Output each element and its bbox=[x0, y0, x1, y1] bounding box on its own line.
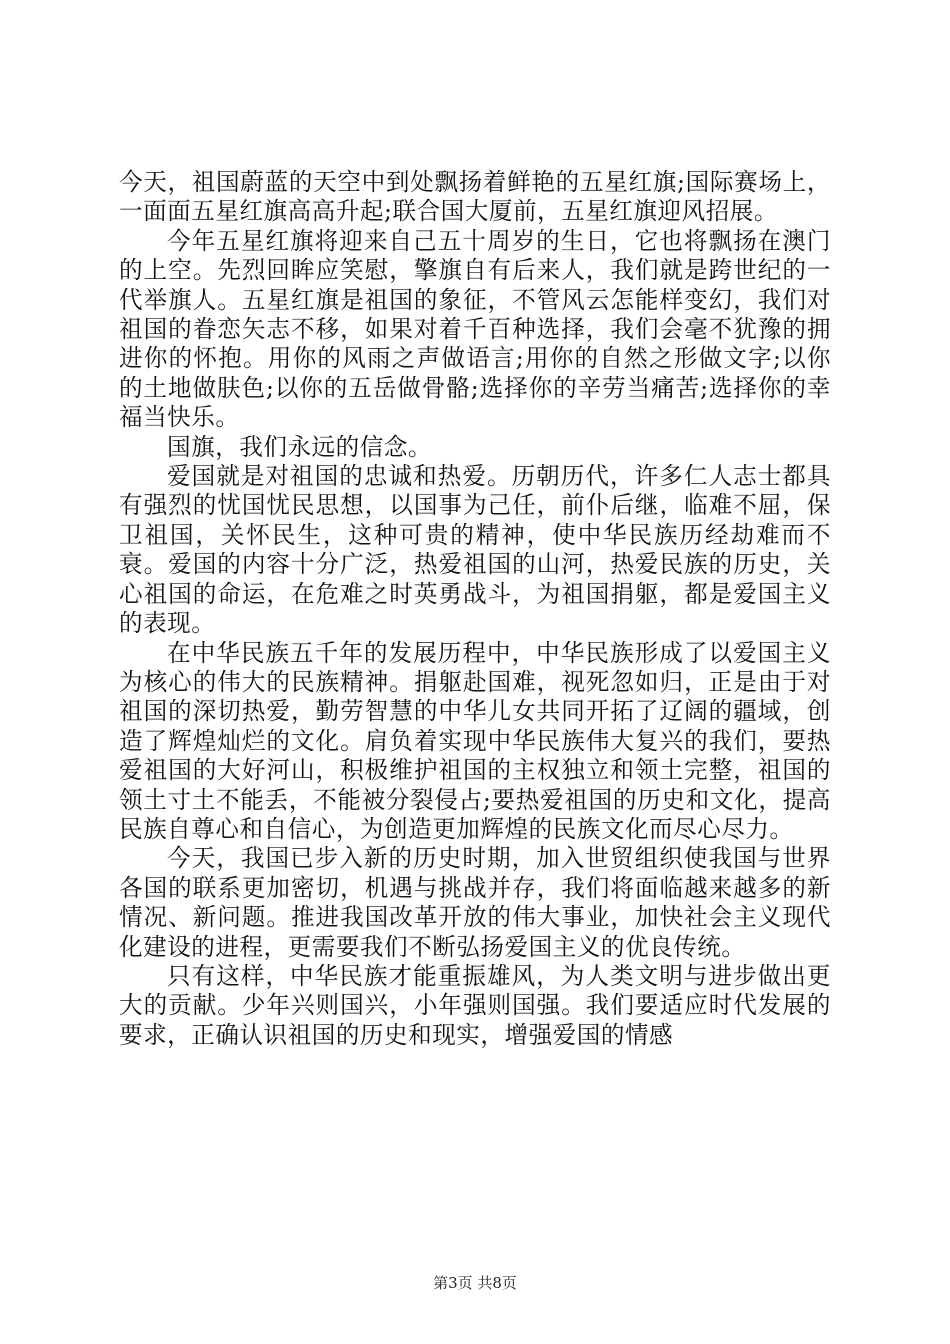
paragraph-4: 爱国就是对祖国的忠诚和热爱。历朝历代，许多仁人志士都具有强烈的忧国忧民思想，以国事为己任，前仆后继，临难不屈，保卫祖国，关怀民生，这种可贵的精神，使中华民族历经劫难而不衰。爱国的内容十分广泛，热爱祖国的山河，热爱民族的历史，关心祖国的命运，在危难之时英勇战斗，为祖国捐躯，都是爱国主义的表现。 bbox=[119, 462, 831, 638]
paragraph-3: 国旗，我们永远的信念。 bbox=[167, 432, 433, 461]
paragraph-2: 今年五星红旗将迎来自己五十周岁的生日，它也将飘扬在澳门的上空。先烈回眸应笑慰，擎旗自有后来人，我们就是跨世纪的一代举旗人。五星红旗是祖国的象征，不管风云怎能样变幻，我们对祖国的眷恋矢志不移，如果对着千百种选择，我们会毫不犹豫的拥进你的怀抱。用你的风雨之声做语言;用你的自然之形做文字;以你的土地做肤色;以你的五岳做骨骼;选择你的辛劳当痛苦;选择你的幸福当快乐。 bbox=[119, 226, 831, 432]
paragraph-6: 今天，我国已步入新的历史时期，加入世贸组织使我国与世界各国的联系更加密切，机遇与挑战并存，我们将面临越来越多的新情况、新问题。推进我国改革开放的伟大事业，加快社会主义现代化建设的进程，更需要我们不断弘扬爱国主义的优良传统。 bbox=[119, 844, 831, 961]
page-number-footer: 第3页 共8页 bbox=[433, 1274, 517, 1292]
paragraph-1: 今天，祖国蔚蓝的天空中到处飘扬着鲜艳的五星红旗;国际赛场上，一面面五星红旗高高升起;联合国大厦前，五星红旗迎风招展。 bbox=[119, 168, 831, 226]
paragraph-7: 只有这样，中华民族才能重振雄风，为人类文明与进步做出更大的贡献。少年兴则国兴，小年强则国强。我们要适应时代发展的要求，正确认识祖国的历史和现实，增强爱国的情感 bbox=[119, 961, 831, 1049]
document-body bbox=[119, 168, 831, 1050]
paragraph-5: 在中华民族五千年的发展历程中，中华民族形成了以爱国主义为核心的伟大的民族精神。捐躯赴国难，视死忽如归，正是由于对祖国的深切热爱，勤劳智慧的中华儿女共同开拓了辽阔的疆域，创造了辉煌灿烂的文化。肩负着实现中华民族伟大复兴的我们，要热爱祖国的大好河山，积极维护祖国的主权独立和领土完整，祖国的领土寸土不能丢，不能被分裂侵占;要热爱祖国的历史和文化，提高民族自尊心和自信心，为创造更加辉煌的民族文化而尽心尽力。 bbox=[119, 638, 831, 843]
